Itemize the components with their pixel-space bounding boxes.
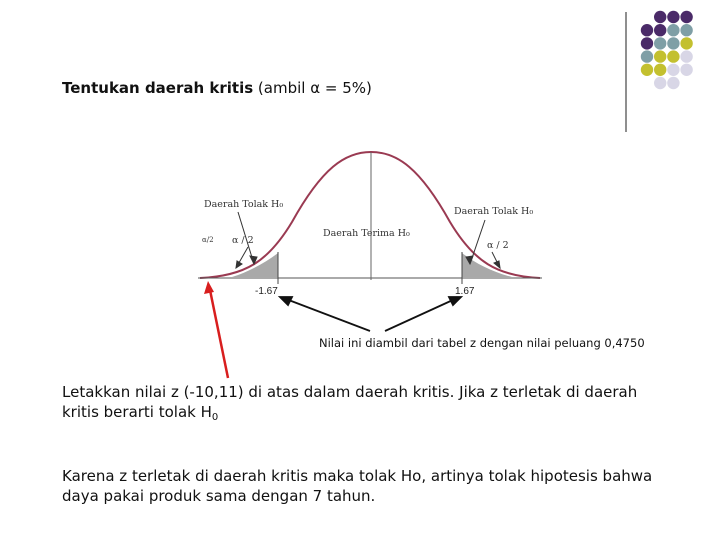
paragraph-place-z	[62, 382, 662, 428]
title-alpha-text: (ambil α = 5%)	[253, 79, 372, 97]
paragraph-place-z-text: Letakkan nilai z (-10,11) di atas dalam daerah kritis. Jika z terletak di daerah kritis berarti tolak H	[62, 383, 638, 421]
h0-subscript: 0	[211, 412, 219, 423]
left-reject-label: Daerah Tolak H₀	[204, 199, 284, 210]
red-z-arrow	[204, 281, 228, 378]
right-critical-value: 1.67	[455, 286, 475, 297]
note-arrows	[280, 297, 461, 331]
left-alpha-half-label: α / 2	[232, 235, 254, 246]
paragraph-conclusion: Karena z terletak di daerah kritis maka tolak Ho, artinya tolak hipotesis bahwa daya pakai produk sama dengan 7 tahun.	[62, 467, 653, 505]
left-critical-value: -1.67	[255, 286, 278, 297]
right-alpha-half-label: α / 2	[487, 240, 509, 251]
small-alpha-label: α/2	[202, 236, 214, 244]
right-reject-label: Daerah Tolak H₀	[454, 206, 534, 217]
table-note: Nilai ini diambil dari tabel z dengan nilai peluang 0,4750	[319, 336, 645, 350]
title-bold-text: Tentukan daerah kritis	[62, 79, 254, 97]
accept-region-label: Daerah Terima H₀	[323, 228, 410, 239]
